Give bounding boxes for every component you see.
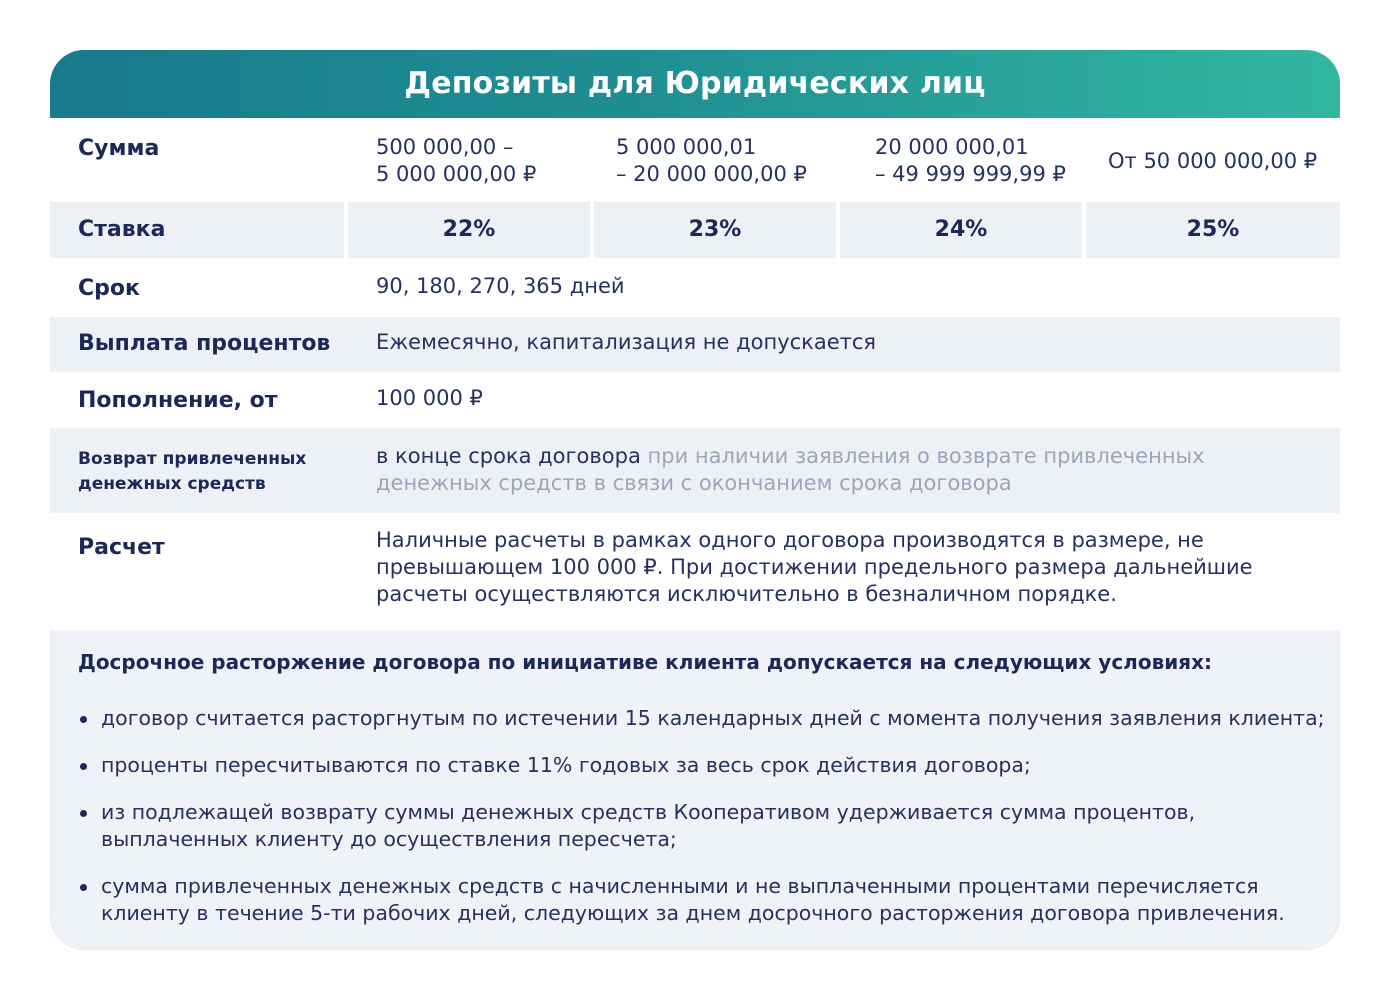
row-settlement: [50, 513, 1340, 630]
label-sum: Сумма: [78, 136, 160, 161]
sum-tier-2-line2: – 20 000 000,00 ₽: [616, 162, 807, 186]
list-item: договор считается расторгнутым по истечении 15 календарных дней с момента получения заявления клиента;: [78, 705, 1328, 732]
interest-value: Ежемесячно, капитализация не допускается: [376, 330, 877, 354]
refund-value-main: в конце срока договора: [376, 444, 641, 468]
row-interest: [50, 317, 1340, 372]
card-title: Депозиты для Юридических лиц: [50, 50, 1340, 118]
sum-tier-1-line2: 5 000 000,00 ₽: [376, 162, 537, 186]
sum-tier-3: [875, 134, 1066, 188]
sum-tier-2: [616, 134, 807, 188]
rate-value-1: 22%: [348, 202, 590, 258]
list-item: сумма привлеченных денежных средств с начисленными и не выплаченными процентами перечисляется клиенту в течение 5-ти рабочих дней, следующих за днем досрочного расторжения договора привлечения.: [78, 873, 1328, 927]
label-refund-line2: денежных средств: [78, 474, 266, 494]
rate-label-cell: [50, 202, 344, 258]
settlement-value: Наличные расчеты в рамках одного договора производятся в размере, не превышающем 100 000 ₽. При достижении предельного размера дальнейшие расчеты осуществляются исключительно в безналичном порядке.: [376, 528, 1253, 606]
row-term: [50, 262, 1340, 317]
rate-value-2: 23%: [594, 202, 836, 258]
topup-value: 100 000 ₽: [376, 386, 483, 410]
refund-value-note: при наличии заявления о возврате привлеченных денежных средств в связи с окончанием срока договора: [376, 444, 1205, 495]
label-interest: Выплата процентов: [78, 331, 331, 356]
label-term: Срок: [78, 276, 140, 301]
list-item: из подлежащей возврату суммы денежных средств Кооперативом удерживается сумма процентов, выплаченных клиенту до осуществления пересчета;: [78, 799, 1328, 853]
row-refund: [50, 428, 1340, 513]
label-refund: [78, 447, 306, 497]
label-settlement: Расчет: [78, 535, 165, 560]
label-topup: Пополнение, от: [78, 388, 278, 413]
early-termination-title: Досрочное расторжение договора по инициативе клиента допускается на следующих условиях:: [78, 650, 1212, 674]
row-topup: [50, 372, 1340, 428]
early-termination-list: [78, 705, 1328, 947]
row-sum: [50, 118, 1340, 202]
sum-tier-3-line2: – 49 999 999,99 ₽: [875, 162, 1066, 186]
label-rate: Ставка: [78, 217, 166, 242]
deposit-card: [50, 50, 1340, 950]
term-value: 90, 180, 270, 365 дней: [376, 274, 625, 298]
sum-tier-3-line1: 20 000 000,01: [875, 135, 1029, 159]
sum-tier-1-line1: 500 000,00 –: [376, 135, 514, 159]
refund-value: [376, 443, 1256, 497]
rate-value-4: 25%: [1086, 202, 1340, 258]
row-rate: [50, 202, 1340, 262]
sum-tier-4: От 50 000 000,00 ₽: [1108, 149, 1318, 173]
sum-tier-1: [376, 134, 536, 188]
sum-tier-2-line1: 5 000 000,01: [616, 135, 757, 159]
list-item: проценты пересчитываются по ставке 11% годовых за весь срок действия договора;: [78, 752, 1328, 779]
label-refund-line1: Возврат привлеченных: [78, 449, 307, 469]
rate-value-3: 24%: [840, 202, 1082, 258]
